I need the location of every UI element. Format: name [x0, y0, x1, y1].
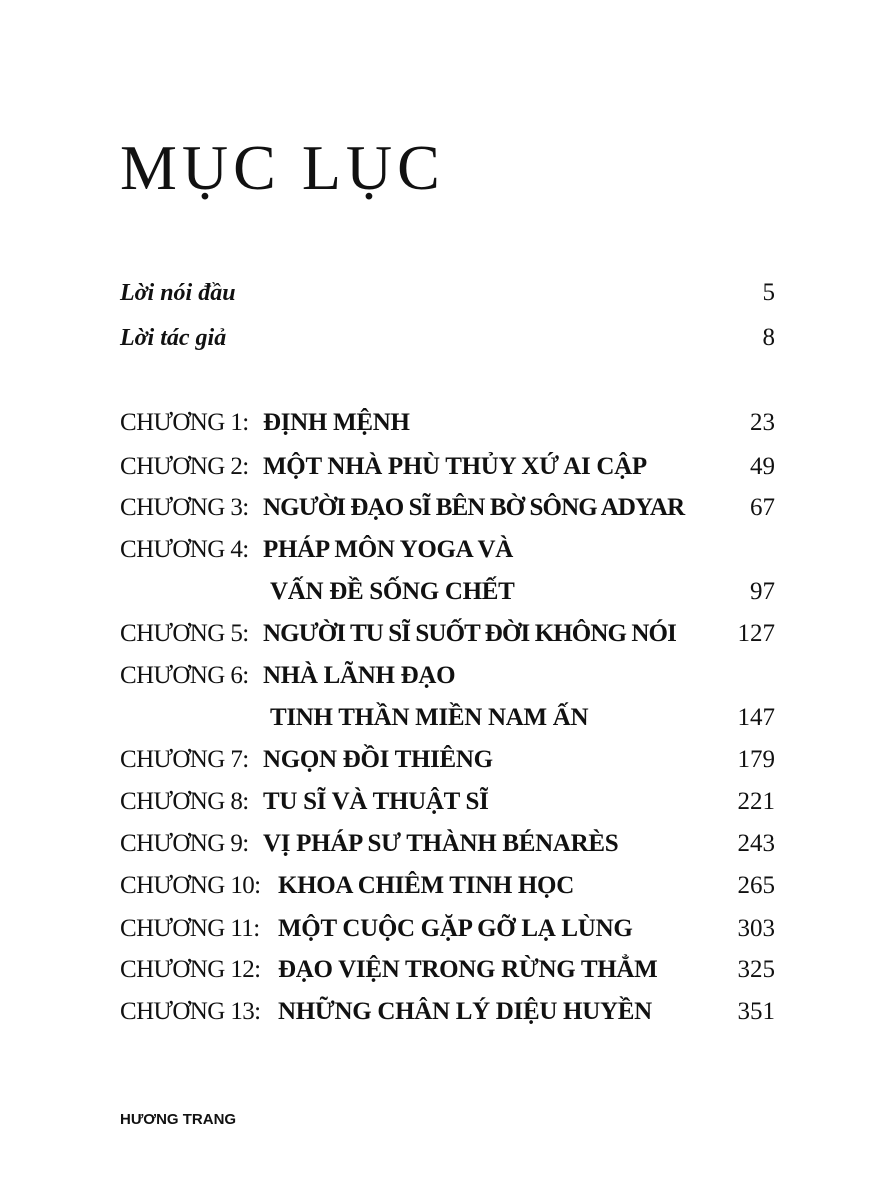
chapter-entry — [120, 824, 775, 864]
chapter-number: CHƯƠNG 9: — [120, 830, 249, 857]
chapter-entry — [120, 530, 775, 570]
chapter-number: CHƯƠNG 6: — [120, 662, 249, 689]
page-number: 243 — [737, 830, 775, 857]
page-number: 351 — [737, 998, 775, 1025]
page-number: 303 — [737, 915, 775, 942]
front-matter-entry — [120, 275, 775, 311]
chapter-entry — [120, 488, 775, 528]
publisher-name: HƯƠNG TRANG — [120, 1111, 237, 1128]
chapter-title: PHÁP MÔN YOGA VÀ — [263, 536, 514, 563]
chapter-number: CHƯƠNG 7: — [120, 746, 249, 773]
page-number: 67 — [750, 494, 775, 521]
chapter-number: CHƯƠNG 11: — [120, 915, 260, 942]
chapter-title: ĐẠO VIỆN TRONG RỪNG THẲM — [278, 956, 658, 983]
page-number: 5 — [762, 279, 775, 306]
chapter-entry — [120, 909, 775, 949]
chapter-number: CHƯƠNG 13: — [120, 998, 261, 1025]
page-number: 221 — [737, 788, 775, 815]
chapter-number: CHƯƠNG 8: — [120, 788, 249, 815]
page-number: 325 — [737, 956, 775, 983]
front-matter-label: Lời nói đầu — [120, 280, 236, 306]
page-number: 23 — [750, 409, 775, 436]
chapter-entry — [120, 740, 775, 780]
chapter-number: CHƯƠNG 1: — [120, 409, 249, 436]
page-title: MỤC LỤC — [120, 132, 445, 203]
chapter-title-line-2: VẤN ĐỀ SỐNG CHẾT — [270, 578, 515, 605]
chapter-entry — [120, 403, 775, 443]
chapter-entry — [120, 614, 775, 654]
page-number: 127 — [737, 620, 775, 647]
chapter-title-line-2: TINH THẦN MIỀN NAM ẤN — [270, 704, 589, 731]
front-matter-entry — [120, 320, 775, 356]
front-matter-label: Lời tác giả — [120, 325, 227, 351]
chapter-title: NGỌN ĐỒI THIÊNG — [263, 746, 493, 773]
chapter-entry — [120, 447, 775, 487]
chapter-title: VỊ PHÁP SƯ THÀNH BÉNARÈS — [263, 830, 619, 857]
chapter-entry — [120, 656, 775, 696]
page-number: 8 — [762, 324, 775, 351]
chapter-number: CHƯƠNG 10: — [120, 872, 261, 899]
chapter-entry — [120, 782, 775, 822]
chapter-title-continuation — [270, 572, 775, 612]
chapter-number: CHƯƠNG 2: — [120, 453, 249, 480]
page-number: 179 — [737, 746, 775, 773]
page-number: 147 — [737, 704, 775, 731]
chapter-title-continuation — [270, 698, 775, 738]
chapter-number: CHƯƠNG 5: — [120, 620, 249, 647]
chapter-title: NHÀ LÃNH ĐẠO — [263, 662, 456, 689]
chapter-title: MỘT NHÀ PHÙ THỦY XỨ AI CẬP — [263, 453, 647, 480]
page-number: 265 — [737, 872, 775, 899]
chapter-title: MỘT CUỘC GẶP GỠ LẠ LÙNG — [278, 915, 633, 942]
chapter-title: NGƯỜI ĐẠO SĨ BÊN BỜ SÔNG ADYAR — [263, 494, 685, 521]
page-number: 97 — [750, 578, 775, 605]
chapter-title: KHOA CHIÊM TINH HỌC — [278, 872, 574, 899]
chapter-number: CHƯƠNG 3: — [120, 494, 249, 521]
chapter-title: TU SĨ VÀ THUẬT SĨ — [263, 788, 489, 815]
chapter-title: NHỮNG CHÂN LÝ DIỆU HUYỀN — [278, 998, 652, 1025]
chapter-entry — [120, 866, 775, 906]
chapter-title: ĐỊNH MỆNH — [263, 409, 410, 436]
chapter-number: CHƯƠNG 4: — [120, 536, 249, 563]
chapter-entry — [120, 992, 775, 1032]
chapter-title: NGƯỜI TU SĨ SUỐT ĐỜI KHÔNG NÓI — [263, 620, 676, 647]
chapter-number: CHƯƠNG 12: — [120, 956, 261, 983]
page-number: 49 — [750, 453, 775, 480]
chapter-entry — [120, 950, 775, 990]
